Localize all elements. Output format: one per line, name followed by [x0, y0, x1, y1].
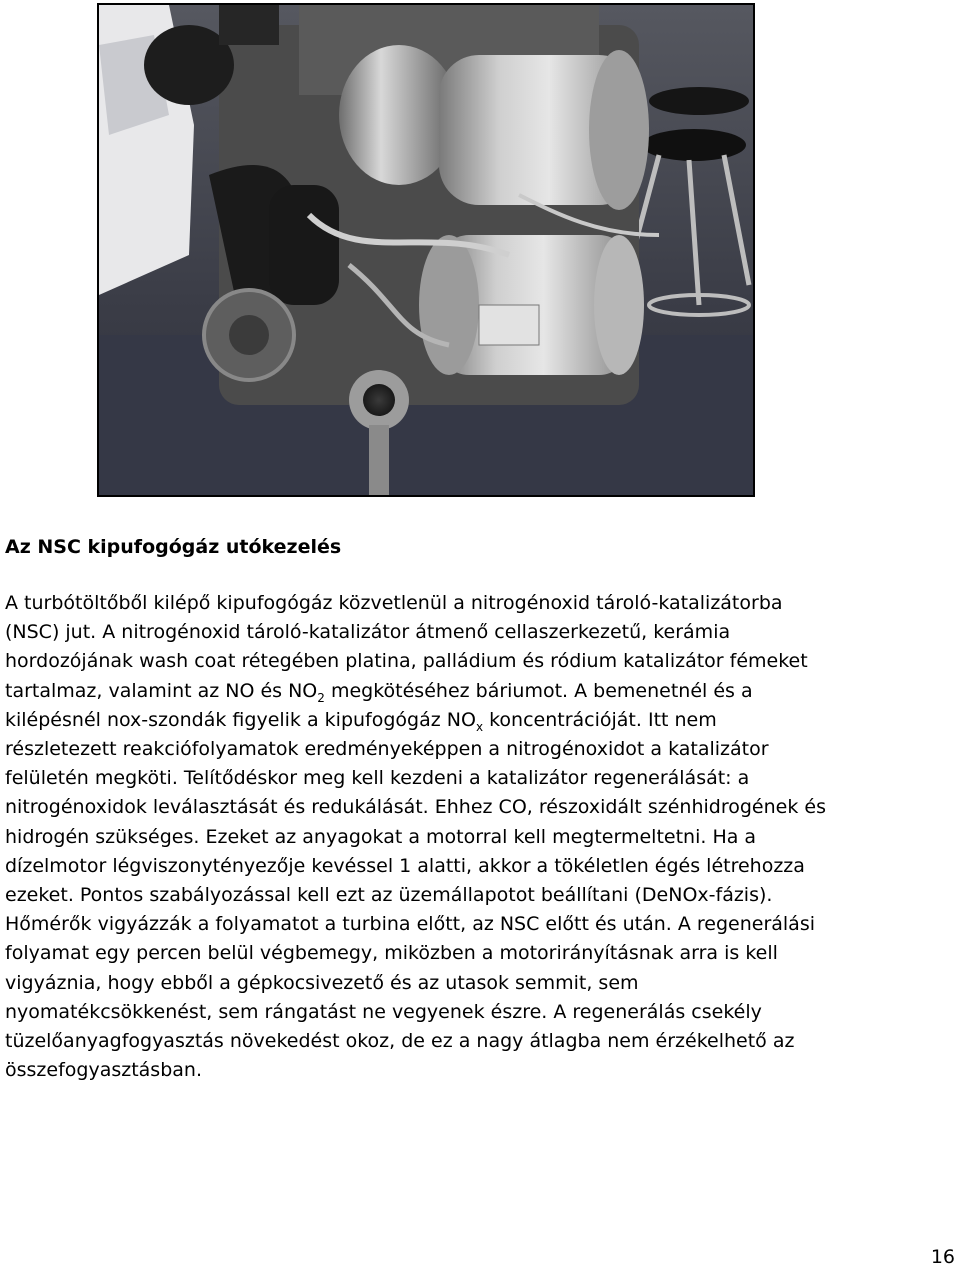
text-line — [5, 677, 955, 706]
text-line: A turbótöltőből kilépő kipufogógáz közvetlenül a nitrogénoxid tároló-katalizátorba — [5, 592, 783, 614]
text-line: részletezett reakciófolyamatok eredményeképpen a nitrogénoxidot a katalizátor — [5, 738, 769, 761]
text-line — [5, 706, 955, 735]
engine-photo — [97, 3, 755, 497]
text-line: hidrogén szükséges. Ezeket az anyagokat a motorral kell megtermeltetni. Ha a — [5, 825, 757, 848]
text-line: felületén megköti. Telítődéskor meg kell kezdeni a katalizátor regenerálását: a — [5, 767, 750, 790]
text-segment: kilépésnél nox-szondák figyelik a kipufogógáz NO — [5, 708, 476, 731]
text-line: tüzelőanyagfogyasztás növekedést okoz, de ez a nagy átlagba nem érzékelhető az — [5, 1030, 795, 1053]
text-segment: tartalmaz, valamint az NO és NO — [5, 679, 318, 702]
text-line: nyomatékcsökkenést, sem rángatást ne vegyenek észre. A regenerálás csekély — [5, 1000, 762, 1023]
text-line: hordozójának wash coat rétegében platina, palládium és ródium katalizátor fémeket — [5, 650, 808, 673]
text-line: ezeket. Pontos szabályozással kell ezt az üzemállapotot beállítani (DeNOx-fázis). — [5, 884, 773, 907]
text-line: vigyáznia, hogy ebből a gépkocsivezető és az utasok semmit, sem — [5, 971, 639, 994]
text-line: Hőmérők vigyázzák a folyamatot a turbina előtt, az NSC előtt és után. A regenerálási — [5, 913, 815, 936]
section-heading: Az NSC kipufogógáz utókezelés — [5, 536, 342, 558]
text-line: folyamat egy percen belül végbemegy, miközben a motorirányításnak arra is kell — [5, 942, 778, 965]
text-line: dízelmotor légviszonytényezője kevéssel 1 alatti, akkor a tökéletlen égés létrehozza — [5, 854, 805, 877]
text-line: összefogyasztásban. — [5, 1059, 202, 1082]
text-line: (NSC) jut. A nitrogénoxid tároló-katalizátor átmenő cellaszerkezetű, kerámia — [5, 621, 731, 644]
page-number: 16 — [930, 1246, 955, 1268]
subscript: 2 — [317, 690, 325, 705]
text-segment: megkötéséhez báriumot. A bemenetnél és a — [324, 679, 753, 702]
text-segment: koncentrációját. Itt nem — [483, 708, 717, 731]
text-line: nitrogénoxidok leválasztását és redukálását. Ehhez CO, részoxidált szénhidrogének és — [5, 796, 826, 819]
body-paragraph — [5, 589, 955, 1085]
subscript: x — [475, 719, 484, 734]
